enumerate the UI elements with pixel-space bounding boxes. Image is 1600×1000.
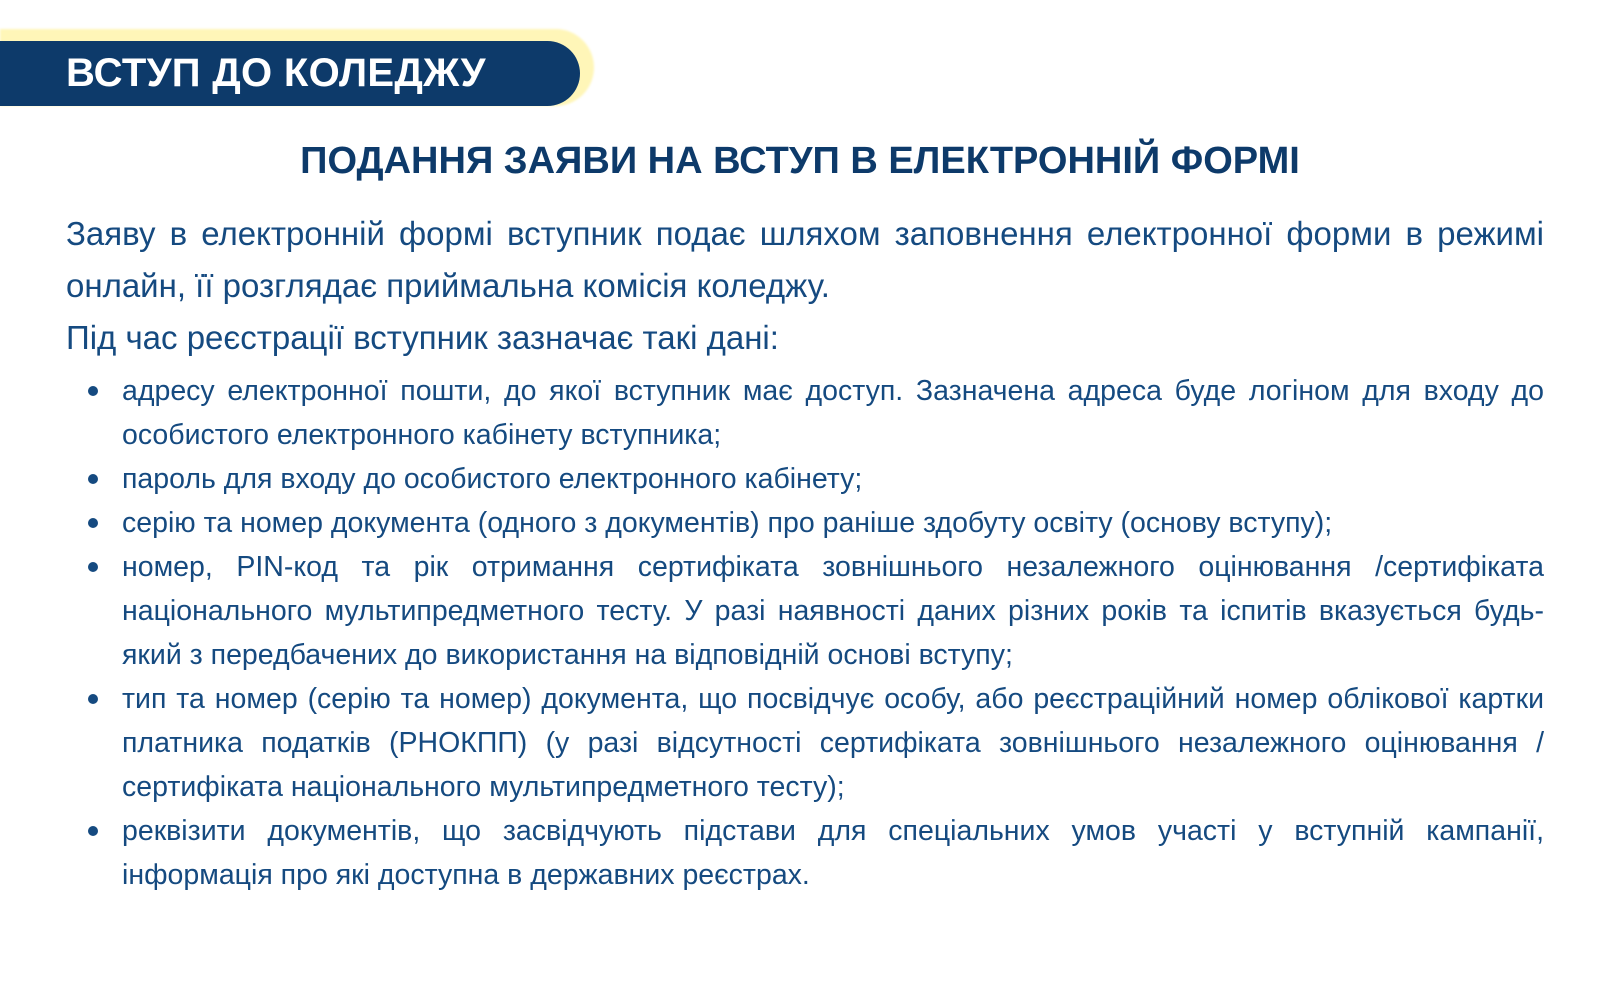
intro-text <box>66 208 1544 364</box>
list-item-text: номер, PIN-код та рік отримання сертифіката зовнішнього незалежного оцінювання /сертифіката національного мультипредметного тесту. У разі наявності даних різних років та іспитів вказується будь-який з передбачених до використання на відповідній основі вступу; <box>122 551 1544 671</box>
list-item <box>122 545 1544 677</box>
bullet-icon <box>88 518 98 528</box>
list-item <box>122 677 1544 809</box>
list-item <box>122 369 1544 457</box>
bullet-icon <box>88 474 98 484</box>
bullet-icon <box>88 694 98 704</box>
list-item <box>122 501 1544 545</box>
bullet-icon <box>88 826 98 836</box>
list-item-text: пароль для входу до особистого електронного кабінету; <box>122 463 863 495</box>
page-title: ПОДАННЯ ЗАЯВИ НА ВСТУП В ЕЛЕКТРОННІЙ ФОРМІ <box>300 140 1300 182</box>
list-item-text: реквізити документів, що засвідчують підстави для спеціальних умов участі у вступній кампанії, інформація про які доступна в державних реєстрах. <box>122 815 1544 891</box>
list-item-text: серію та номер документа (одного з документів) про раніше здобуту освіту (основу вступу); <box>122 507 1333 539</box>
requirements-list <box>66 369 1544 897</box>
list-item-text: тип та номер (серію та номер) документа, що посвідчує особу, або реєстраційний номер облікової картки платника податків (РНОКПП) (у разі відсутності сертифіката зовнішнього незалежного оцінювання / сертифіката національного мультипредметного тесту); <box>122 683 1544 803</box>
bullet-icon <box>88 562 98 572</box>
list-item <box>122 809 1544 897</box>
bullet-icon <box>88 386 98 396</box>
list-item <box>122 457 1544 501</box>
section-banner <box>0 41 580 106</box>
banner-title: ВСТУП ДО КОЛЕДЖУ <box>66 51 486 95</box>
intro-paragraph: Під час реєстрації вступник зазначає такі дані: <box>66 319 779 356</box>
intro-paragraph: Заяву в електронній формі вступник подає шляхом заповнення електронної форми в режимі онлайн, її розглядає приймальна комісія коледжу. <box>66 215 1544 304</box>
list-item-text: адресу електронної пошти, до якої вступник має доступ. Зазначена адреса буде логіном для входу до особистого електронного кабінету вступника; <box>122 375 1544 451</box>
